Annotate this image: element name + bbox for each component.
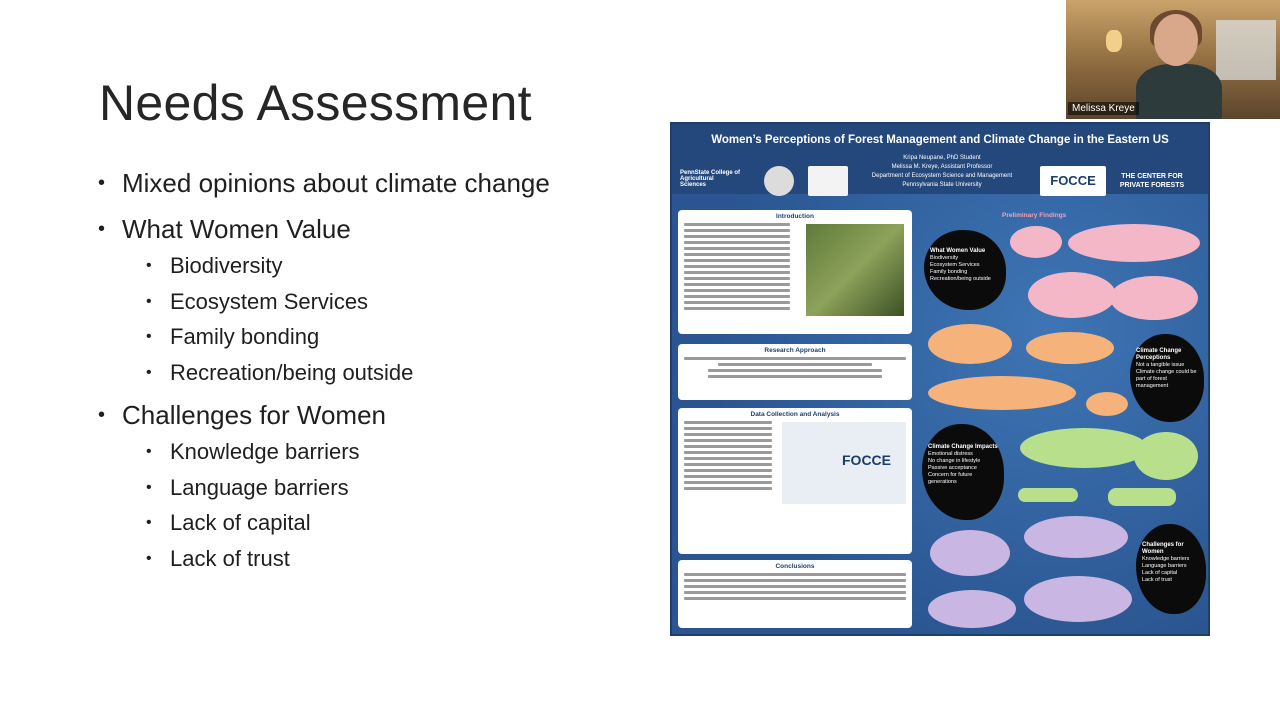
head-item: Climate change could be part of forest management [1136, 369, 1197, 389]
quote-bubble [928, 590, 1016, 628]
bullet-text: What Women Value [122, 214, 351, 244]
poster-author-line: Department of Ecosystem Science and Management [871, 173, 1013, 179]
webcam-person-face [1154, 14, 1198, 66]
quote-bubble [1024, 576, 1132, 622]
head-item: Ecosystem Services [930, 262, 980, 268]
sub-bullet-list [98, 248, 658, 390]
head-item: Lack of capital [1142, 570, 1178, 576]
sub-bullet-item: • Knowledge barriers [146, 434, 658, 470]
quote-bubble [1020, 428, 1148, 468]
sub-bullet-text: Recreation/being outside [170, 359, 414, 385]
nifa-logo [808, 166, 848, 196]
participant-name-label: Melissa Kreye [1068, 102, 1139, 115]
sub-bullet-item: • Language barriers [146, 470, 658, 506]
sub-bullet-item: • Family bonding [146, 319, 658, 355]
section-heading: Research Approach [764, 347, 826, 354]
quote-bubble [1024, 516, 1128, 558]
quote-bubble [1026, 332, 1114, 364]
head-item: Passive acceptance [928, 465, 977, 471]
head-item: Language barriers [1142, 563, 1187, 569]
head-title: What Women Value [930, 248, 986, 254]
focce-flyer-label: FOCCE [842, 452, 891, 468]
forest-photo [806, 224, 904, 316]
head-item: Recreation/being outside [930, 276, 991, 282]
webcam-video [1066, 0, 1280, 119]
sub-bullet-list [98, 434, 658, 576]
head-item: No change in lifestyle [928, 458, 981, 464]
slide-title: Needs Assessment [99, 75, 532, 131]
quote-bubble [1108, 488, 1176, 506]
quote-bubble [1110, 276, 1198, 320]
focce-logo: FOCCE [1040, 166, 1106, 196]
webcam-background-window [1216, 20, 1276, 80]
sub-bullet-item: • Lack of capital [146, 505, 658, 541]
head-title: Climate Change Impacts [928, 444, 998, 450]
bullet-item: • Mixed opinions about climate change [98, 168, 550, 198]
head-item: Biodiversity [930, 255, 959, 261]
slide-bullet-list [98, 166, 658, 584]
poster-data-collection-box [678, 408, 912, 554]
poster-author-line: Pennsylvania State University [902, 182, 982, 188]
center-private-forests-logo: THE CENTER FOR PRIVATE FORESTS [1119, 173, 1185, 189]
bullet-item: • Challenges for Women [98, 400, 386, 430]
quote-bubble [930, 530, 1010, 576]
section-heading: Data Collection and Analysis [750, 411, 840, 418]
bullet-text: Mixed opinions about climate change [122, 168, 550, 198]
quote-bubble [928, 376, 1076, 410]
sub-bullet-text: Language barriers [170, 474, 349, 500]
head-title: Climate Change Perceptions [1136, 348, 1182, 361]
pennstate-logo: PennState College of Agricultural Sciences [680, 170, 741, 188]
poster-head-silhouette [1130, 334, 1204, 422]
webcam-background-lamp [1106, 30, 1122, 52]
poster-title: Women’s Perceptions of Forest Management and Climate Change in the Eastern US [711, 134, 1169, 146]
poster-author-line: Melissa M. Kreye, Assistant Professor [891, 164, 993, 170]
quote-bubble [1086, 392, 1128, 416]
quote-bubble [1134, 432, 1198, 480]
sub-bullet-text: Biodiversity [170, 253, 283, 278]
quote-bubble [1028, 272, 1116, 318]
poster-introduction-box [678, 210, 912, 334]
section-heading: Introduction [776, 213, 814, 220]
poster-conclusions-box [678, 560, 912, 628]
quote-bubble [928, 324, 1012, 364]
quote-bubble [1068, 224, 1200, 262]
section-heading: Conclusions [775, 563, 815, 570]
head-item: Not a tangible issue [1136, 362, 1185, 368]
sub-bullet-item: • Lack of trust [146, 541, 658, 577]
head-item: Lack of trust [1142, 577, 1172, 583]
sub-bullet-item: • Biodiversity [146, 248, 658, 284]
focce-flyer [782, 422, 906, 504]
sub-bullet-text: Knowledge barriers [170, 439, 360, 464]
bullet-text: Challenges for Women [122, 400, 386, 430]
nsf-logo [764, 166, 794, 196]
head-title: Challenges for Women [1142, 542, 1184, 555]
sub-bullet-text: Family bonding [170, 324, 320, 349]
poster-head-silhouette [924, 230, 1006, 310]
research-poster [670, 122, 1210, 636]
sub-bullet-text: Lack of capital [170, 510, 311, 535]
sub-bullet-text: Ecosystem Services [170, 288, 369, 314]
webcam-person-body [1136, 64, 1222, 119]
head-item: Concern for future generations [928, 472, 973, 485]
sub-bullet-item: • Recreation/being outside [146, 355, 658, 391]
poster-head-silhouette [922, 424, 1004, 520]
bullet-item: • What Women Value [98, 214, 351, 244]
poster-research-approach-box [678, 344, 912, 400]
head-item: Family bonding [930, 269, 968, 275]
quote-bubble [1010, 226, 1062, 258]
quote-bubble [1018, 488, 1078, 502]
sub-bullet-text: Lack of trust [170, 545, 290, 571]
sub-bullet-item: • Ecosystem Services [146, 284, 658, 320]
head-item: Knowledge barriers [1142, 556, 1190, 562]
head-item: Emotional distress [928, 451, 973, 457]
poster-author-line: Kripa Neupane, PhD Student [903, 155, 981, 161]
findings-heading: Preliminary Findings [1002, 212, 1067, 219]
poster-head-silhouette [1136, 524, 1206, 614]
